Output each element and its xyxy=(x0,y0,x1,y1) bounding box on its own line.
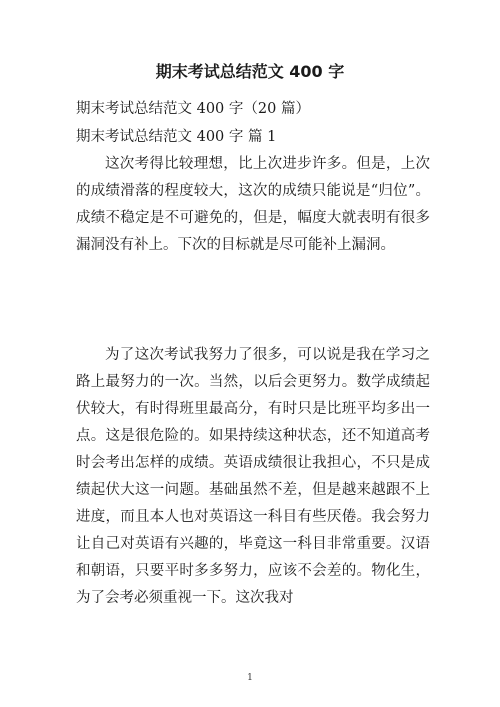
section-heading: 期末考试总结范文 400 字 篇 1 xyxy=(76,129,277,145)
document-title: 期末考试总结范文 400 字 xyxy=(155,62,345,81)
paragraph-2: 为了这次考试我努力了很多，可以说是我在学习之路上最努力的一次。当然，以后会更努力。数学成绩起伏较大，有时得班里最高分，有时只是比班平均多出一点。这是很危险的。如果持续这种状态，还不知道高考时会考出怎样的成绩。英语成绩很让我担心，不只是成绩起伏大这一问题。基础虽然不差，但是越来越跟不上进度，而且本人也对英语这一科目有些厌倦。我会努力让自己对英语有兴趣的，毕竟这一科目非常重要。汉语和朝语，只要平时多多努力，应该不会差的。物化生，为了会考必须重视一下。这次我对 xyxy=(76,347,430,606)
document-subtitle: 期末考试总结范文 400 字（20 篇） xyxy=(76,101,310,117)
page-number: 1 xyxy=(247,673,253,683)
paragraph-1: 这次考得比较理想，比上次进步许多。但是，上次的成绩滑落的程度较大，这次的成绩只能说是“归位”。成绩不稳定是不可避免的，但是，幅度大就表明有很多漏洞没有补上。下次的目标就是尽可能补上漏洞。 xyxy=(76,156,430,253)
